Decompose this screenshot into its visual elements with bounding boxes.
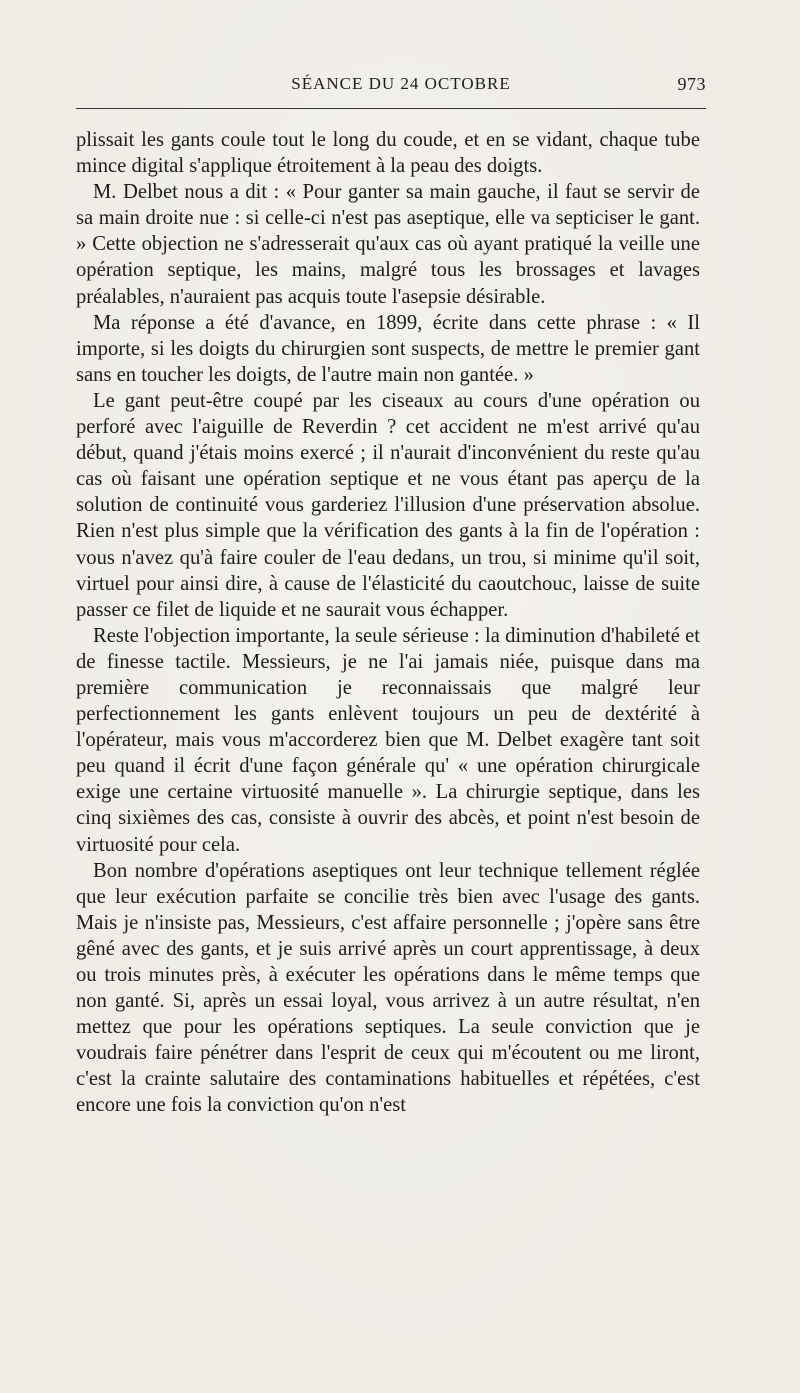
page-header (76, 74, 706, 98)
body-text (76, 127, 700, 1119)
paragraph-aseptic-operations: Bon nombre d'opérations aseptiques ont leur technique tellement réglée que leur exécution parfaite se concilie très bien avec l'usage des gants. Mais je n'insiste pas, Messieurs, c'est affaire personnelle ; j'opère sans être gêné avec des gants, et je suis arrivé après un court apprentissage, à deux ou trois minutes près, à exécuter les opérations dans le même temps que non ganté. Si, après un essai loyal, vous arrivez à un autre résultat, n'en mettez que pour les opérations septiques. La seule conviction que je voudrais faire pénétrer dans l'esprit de ceux qui m'écoutent ou me liront, c'est la crainte salutaire des contaminations habituelles et répétées, c'est encore une fois la conviction qu'on n'est (76, 859, 700, 1117)
paragraph-response-1899: Ma réponse a été d'avance, en 1899, écrite dans cette phrase : « Il importe, si les doigts du chirurgien sont suspects, de mettre le premier gant sans en toucher les doigts, de l'autre main non gantée. » (76, 311, 700, 386)
paragraph-delbet-objection: M. Delbet nous a dit : « Pour ganter sa main gauche, il faut se servir de sa main droite nue : si celle-ci n'est pas aseptique, elle va septiciser le gant. » Cette objection ne s'adresserait qu'aux cas où ayant pratiqué la veille une opération septique, les mains, malgré tous les brossages et lavages préalables, n'auraient pas acquis toute l'asepsie désirable. (76, 181, 700, 308)
paragraph-dexterity-objection: Reste l'objection importante, la seule sérieuse : la diminution d'habileté et de finesse tactile. Messieurs, je ne l'ai jamais niée, puisque dans ma première communication je reconnaissais que malgré leur perfectionnement les gants enlèvent toujours un peu de dextérité à l'opérateur, mais vous m'accorderez bien que M. Delbet exagère tant soit peu quand il écrit d'une façon générale qu' « une opération chirurgicale exige une certaine virtuosité manuelle ». La chirurgie septique, dans les cinq sixièmes des cas, consiste à ouvrir des abcès, et point n'est besoin de virtuosité pour cela. (76, 624, 700, 856)
paragraph-continued: plissait les gants coule tout le long du coude, et en se vidant, chaque tube mince digital s'applique étroitement à la peau des doigts. (76, 129, 700, 178)
page-number: 973 (677, 74, 706, 94)
paragraph-glove-cut: Le gant peut-être coupé par les ciseaux au cours d'une opération ou perforé avec l'aiguille de Reverdin ? cet accident ne m'est arrivé qu'au début, quand j'étais moins exercé ; il n'aurait d'inconvénient du reste qu'au cas où faisant une opération septique et ne vous étant pas aperçu de la solution de continuité vous garderiez l'illusion d'une préservation absolue. Rien n'est plus simple que la vérification des gants à la fin de l'opération : vous n'avez qu'à faire couler de l'eau dedans, un trou, si minime qu'il soit, virtuel pour ainsi dire, à cause de l'élasticité du caoutchouc, laisse de suite passer ce filet de liquide et ne saurait vous échapper. (76, 389, 700, 621)
header-rule (76, 108, 706, 109)
running-title: SÉANCE DU 24 OCTOBRE (291, 74, 511, 93)
